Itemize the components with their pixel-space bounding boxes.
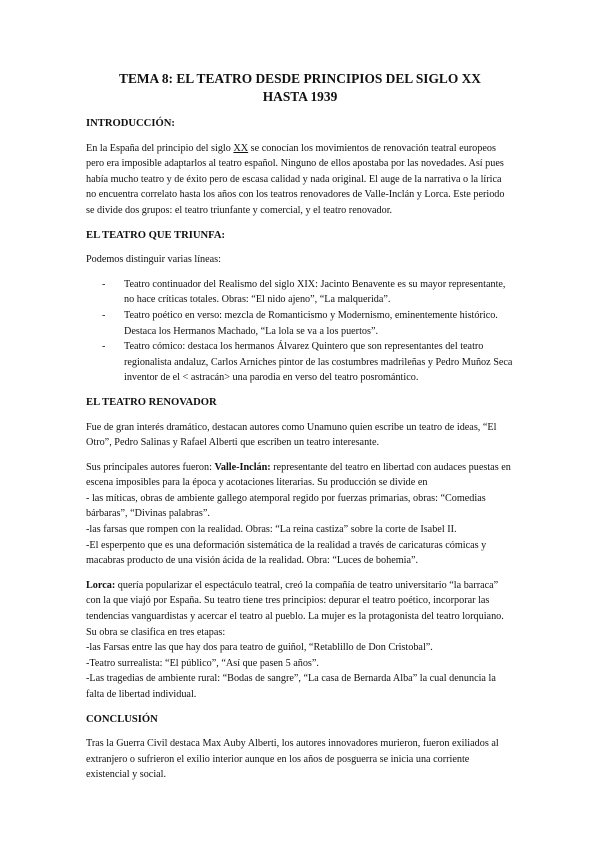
valle-line: -El esperpento que es una deformación sistemática de la realidad a través de caricaturas cómicas y macabras producto de una visión ácida de la realidad. Obra: “Luces de bohemia”.: [86, 539, 487, 567]
list-item-text: Teatro cómico: destaca los hermanos Álvarez Quintero que son representantes del teatro regionalista andaluz, Carlos Arniches pintor de las costumbres madrileñas y Pedro Muñoz Seca inventor de el < astracán> una parodia en verso del teatro posromántico.: [124, 341, 513, 384]
lorca-line: -Teatro surrealista: “El público”, “Así que pasen 5 años”.: [86, 657, 319, 669]
list-item: [86, 308, 514, 339]
valle-name: Valle-Inclán:: [214, 461, 271, 473]
triunfa-intro: Podemos distinguir varias líneas:: [86, 254, 221, 266]
title-line-1: TEMA 8: EL TEATRO DESDE PRINCIPIOS DEL SIGLO XX: [119, 71, 481, 86]
conclusion-heading: CONCLUSIÓN: [86, 713, 158, 725]
document-title: [86, 70, 514, 106]
conclusion-paragraph: Tras la Guerra Civil destaca Max Auby Alberti, los autores innovadores murieron, fueron exiliados al extranjero o sufrieron el exilio interior aunque en los años de posguerra se inicia una corriente existencial y social.: [86, 738, 499, 781]
lorca-name: Lorca:: [86, 579, 116, 591]
valle-post: representante del teatro en libertad con audaces puestas en escena imposibles para la época y acotaciones literarias. Su producción se divide en: [86, 461, 511, 489]
lorca-paragraph: [86, 578, 514, 703]
list-item: [86, 339, 514, 386]
bullet-dash: -: [102, 278, 106, 290]
list-item: [86, 277, 514, 308]
intro-text-post: se conocían los movimientos de renovación teatral europeos pero era imposible adaptarlos al teatro español. Ninguno de ellos apostaba por las novedades. Así pues había mucho teatro y de éxito pero de escasa calidad y nada original. El auge de la narrativa o la lírica no encuentra correlato hasta los años con los teatros renovadores de Valle-Inclán y Lorca. Este periodo se divide dos grupos: el teatro triunfante y comercial, y el teatro renovador.: [86, 142, 505, 216]
title-line-2: HASTA 1939: [262, 89, 338, 104]
intro-text-underlined: XX: [233, 142, 249, 154]
valle-line: - las míticas, obras de ambiente gallego atemporal regido por fuerzas primarias, obras: “Comedias bárbaras”, “Divinas palabras”.: [86, 492, 486, 520]
valle-inclan-paragraph: [86, 460, 514, 569]
bullet-dash: -: [102, 309, 106, 321]
triunfa-list: [86, 277, 514, 386]
intro-text-pre: En la España del principio del siglo: [86, 142, 234, 154]
lorca-line: -Las tragedias de ambiente rural: “Bodas de sangre”, “La casa de Bernarda Alba” la cual denuncia la falta de libertad individual.: [86, 673, 496, 700]
valle-pre: Sus principales autores fueron:: [86, 461, 215, 473]
bullet-dash: -: [102, 341, 106, 353]
renovador-paragraph: Fue de gran interés dramático, destacan autores como Unamuno quien escribe un teatro de ideas, “El Otro”, Pedro Salinas y Rafael Alberti que escriben un teatro interesante.: [86, 421, 497, 449]
intro-paragraph: [86, 141, 514, 219]
renovador-heading: EL TEATRO RENOVADOR: [86, 396, 217, 408]
lorca-line: -las Farsas entre las que hay dos para teatro de guiñol, “Retablillo de Don Cristobal”.: [86, 642, 433, 654]
list-item-text: Teatro poético en verso: mezcla de Romanticismo y Modernismo, eminentemente histórico. Destaca los Hermanos Machado, “La lola se va a los puertos”.: [124, 309, 498, 337]
triunfa-heading: EL TEATRO QUE TRIUNFA:: [86, 229, 226, 241]
list-item-text: Teatro continuador del Realismo del siglo XIX: Jacinto Benavente es su mayor representante, no hace críticas totales. Obras: “El nido ajeno”, “La malquerida”.: [124, 278, 506, 306]
intro-heading: INTRODUCCIÓN:: [86, 118, 175, 129]
valle-line: -las farsas que rompen con la realidad. Obras: “La reina castiza” sobre la corte de Isabel II.: [86, 524, 457, 536]
lorca-text: quería popularizar el espectáculo teatral, creó la compañía de teatro universitario “la barraca” con la que viajó por España. Su teatro tiene tres principios: depurar el teatro poético, incorporar las tendencias vanguardistas y acercar el teatro al pueblo. La mujer es la protagonista del teatro lorquiano. Su obra se clasifica en tres etapas:: [86, 579, 504, 638]
